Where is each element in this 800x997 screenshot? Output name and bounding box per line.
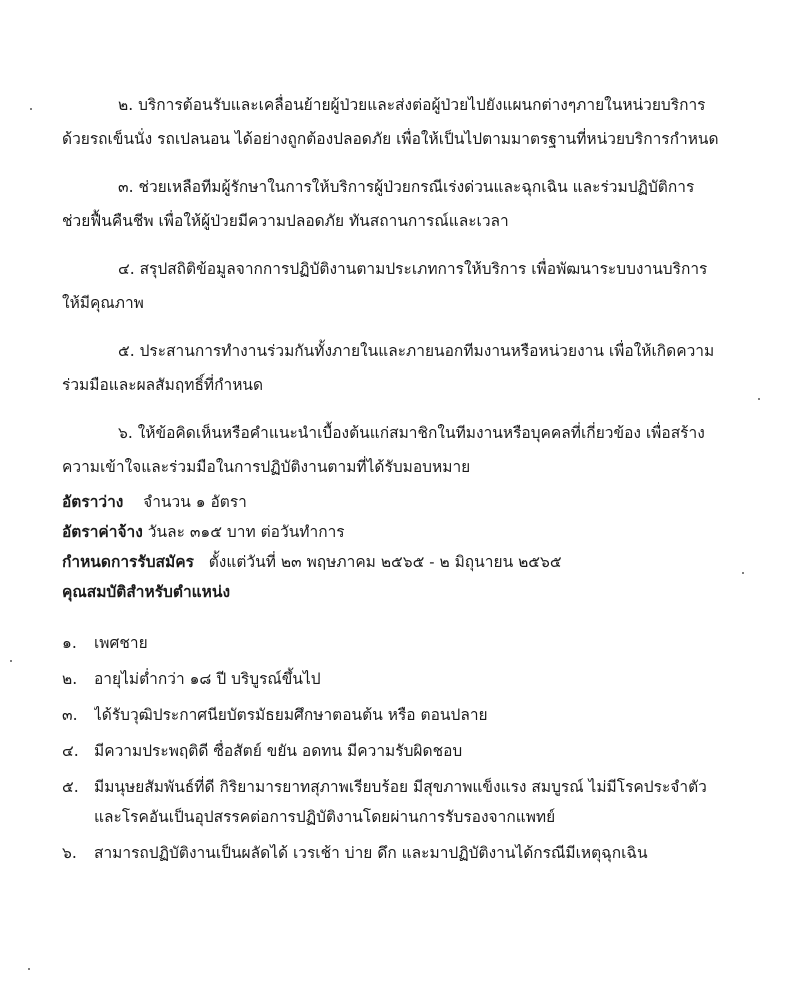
scan-speck (30, 108, 32, 110)
qualification-text (94, 772, 797, 832)
application-label: กำหนดการรับสมัคร (62, 552, 194, 571)
duty-line: ๖. ให้ข้อคิดเห็นหรือคำแนะนำเบื้องต้นแก่สมาชิกในทีมงานหรือบุคคลที่เกี่ยวข้อง เพื่อสร้าง (118, 424, 705, 442)
qualification-text (94, 838, 797, 868)
vacancy-value: จำนวน ๑ อัตรา (143, 493, 247, 511)
qualifications-heading: คุณสมบัติสำหรับตำแหน่ง (62, 582, 231, 601)
wage-row (62, 517, 792, 547)
qualification-text (94, 736, 797, 766)
qualification-line: และโรคอันเป็นอุปสรรคต่อการปฏิบัติงานโดยผ่านการรับรองจากแพทย์ (94, 808, 556, 826)
qualification-line: อายุไม่ต่ำกว่า ๑๘ ปี บริบูรณ์ขึ้นไป (94, 670, 321, 688)
duty-item (62, 252, 792, 320)
wage-value: วันละ ๓๑๕ บาท ต่อวันทำการ (147, 523, 345, 541)
duty-item (62, 170, 792, 238)
wage-label: อัตราค่าจ้าง (62, 522, 143, 541)
duty-line: ความเข้าใจและร่วมมือในการปฏิบัติงานตามที่ได้รับมอบหมาย (62, 458, 471, 476)
qualification-item (62, 736, 797, 766)
scan-speck (28, 968, 30, 970)
qualification-number: ๑. (62, 634, 77, 652)
qualifications-heading-row (62, 577, 792, 607)
qualification-line: สามารถปฏิบัติงานเป็นผลัดได้ เวรเช้า บ่าย ดึก และมาปฏิบัติงานได้กรณีมีเหตุฉุกเฉิน (94, 844, 648, 862)
qualification-number: ๓. (62, 706, 78, 724)
duty-line: ด้วยรถเข็นนั่ง รถเปลนอน ได้อย่างถูกต้องปลอดภัย เพื่อให้เป็นไปตามมาตรฐานที่หน่วยบริการกำหนด (62, 130, 719, 148)
duty-line: ร่วมมือและผลสัมฤทธิ์ที่กำหนด (62, 376, 264, 394)
position-info (62, 487, 792, 607)
qualification-number: ๔. (62, 742, 79, 760)
duty-line: ๒. บริการต้อนรับและเคลื่อนย้ายผู้ป่วยและส่งต่อผู้ป่วยไปยังแผนกต่างๆภายในหน่วยบริการ (118, 96, 706, 114)
qualification-text (94, 664, 797, 694)
duty-list (62, 88, 792, 498)
duty-item (62, 416, 792, 484)
duty-line: ๓. ช่วยเหลือทีมผู้รักษาในการให้บริการผู้ป่วยกรณีเร่งด่วนและฉุกเฉิน และร่วมปฏิบัติการ (118, 178, 695, 196)
qualification-line: ได้รับวุฒิประกาศนียบัตรมัธยมศึกษาตอนต้น หรือ ตอนปลาย (94, 706, 488, 724)
duty-item (62, 334, 792, 402)
qualification-item (62, 664, 797, 694)
duty-line: ๔. สรุปสถิติข้อมูลจากการปฏิบัติงานตามประเภทการให้บริการ เพื่อพัฒนาระบบงานบริการ (118, 260, 708, 278)
qualification-text (94, 700, 797, 730)
vacancy-row (62, 487, 792, 517)
vacancy-label: อัตราว่าง (62, 492, 124, 511)
application-row (62, 547, 792, 577)
qualification-text (94, 628, 797, 658)
qualification-list (62, 628, 797, 874)
qualification-item (62, 838, 797, 868)
application-value: ตั้งแต่วันที่ ๒๓ พฤษภาคม ๒๕๖๕ - ๒ มิถุนายน ๒๕๖๕ (208, 553, 562, 571)
qualification-number: ๖. (62, 844, 77, 862)
qualification-item (62, 700, 797, 730)
qualification-line: เพศชาย (94, 634, 148, 652)
qualification-line: มีความประพฤติดี ซื่อสัตย์ ขยัน อดทน มีความรับผิดชอบ (94, 742, 463, 760)
scan-speck (10, 660, 12, 662)
duty-line: ๕. ประสานการทำงานร่วมกันทั้งภายในและภายนอกทีมงานหรือหน่วยงาน เพื่อให้เกิดความ (118, 342, 715, 360)
qualification-number: ๕. (62, 778, 79, 796)
qualification-number: ๒. (62, 670, 78, 688)
duty-line: ช่วยฟื้นคืนชีพ เพื่อให้ผู้ป่วยมีความปลอดภัย ทันสถานการณ์และเวลา (62, 212, 509, 230)
qualification-item (62, 628, 797, 658)
qualification-line: มีมนุษยสัมพันธ์ที่ดี กิริยามารยาทสุภาพเรียบร้อย มีสุขภาพแข็งแรง สมบูรณ์ ไม่มีโรคประจำตัว (94, 778, 707, 796)
qualification-item (62, 772, 797, 832)
duty-item (62, 88, 792, 156)
duty-line: ให้มีคุณภาพ (62, 294, 144, 312)
